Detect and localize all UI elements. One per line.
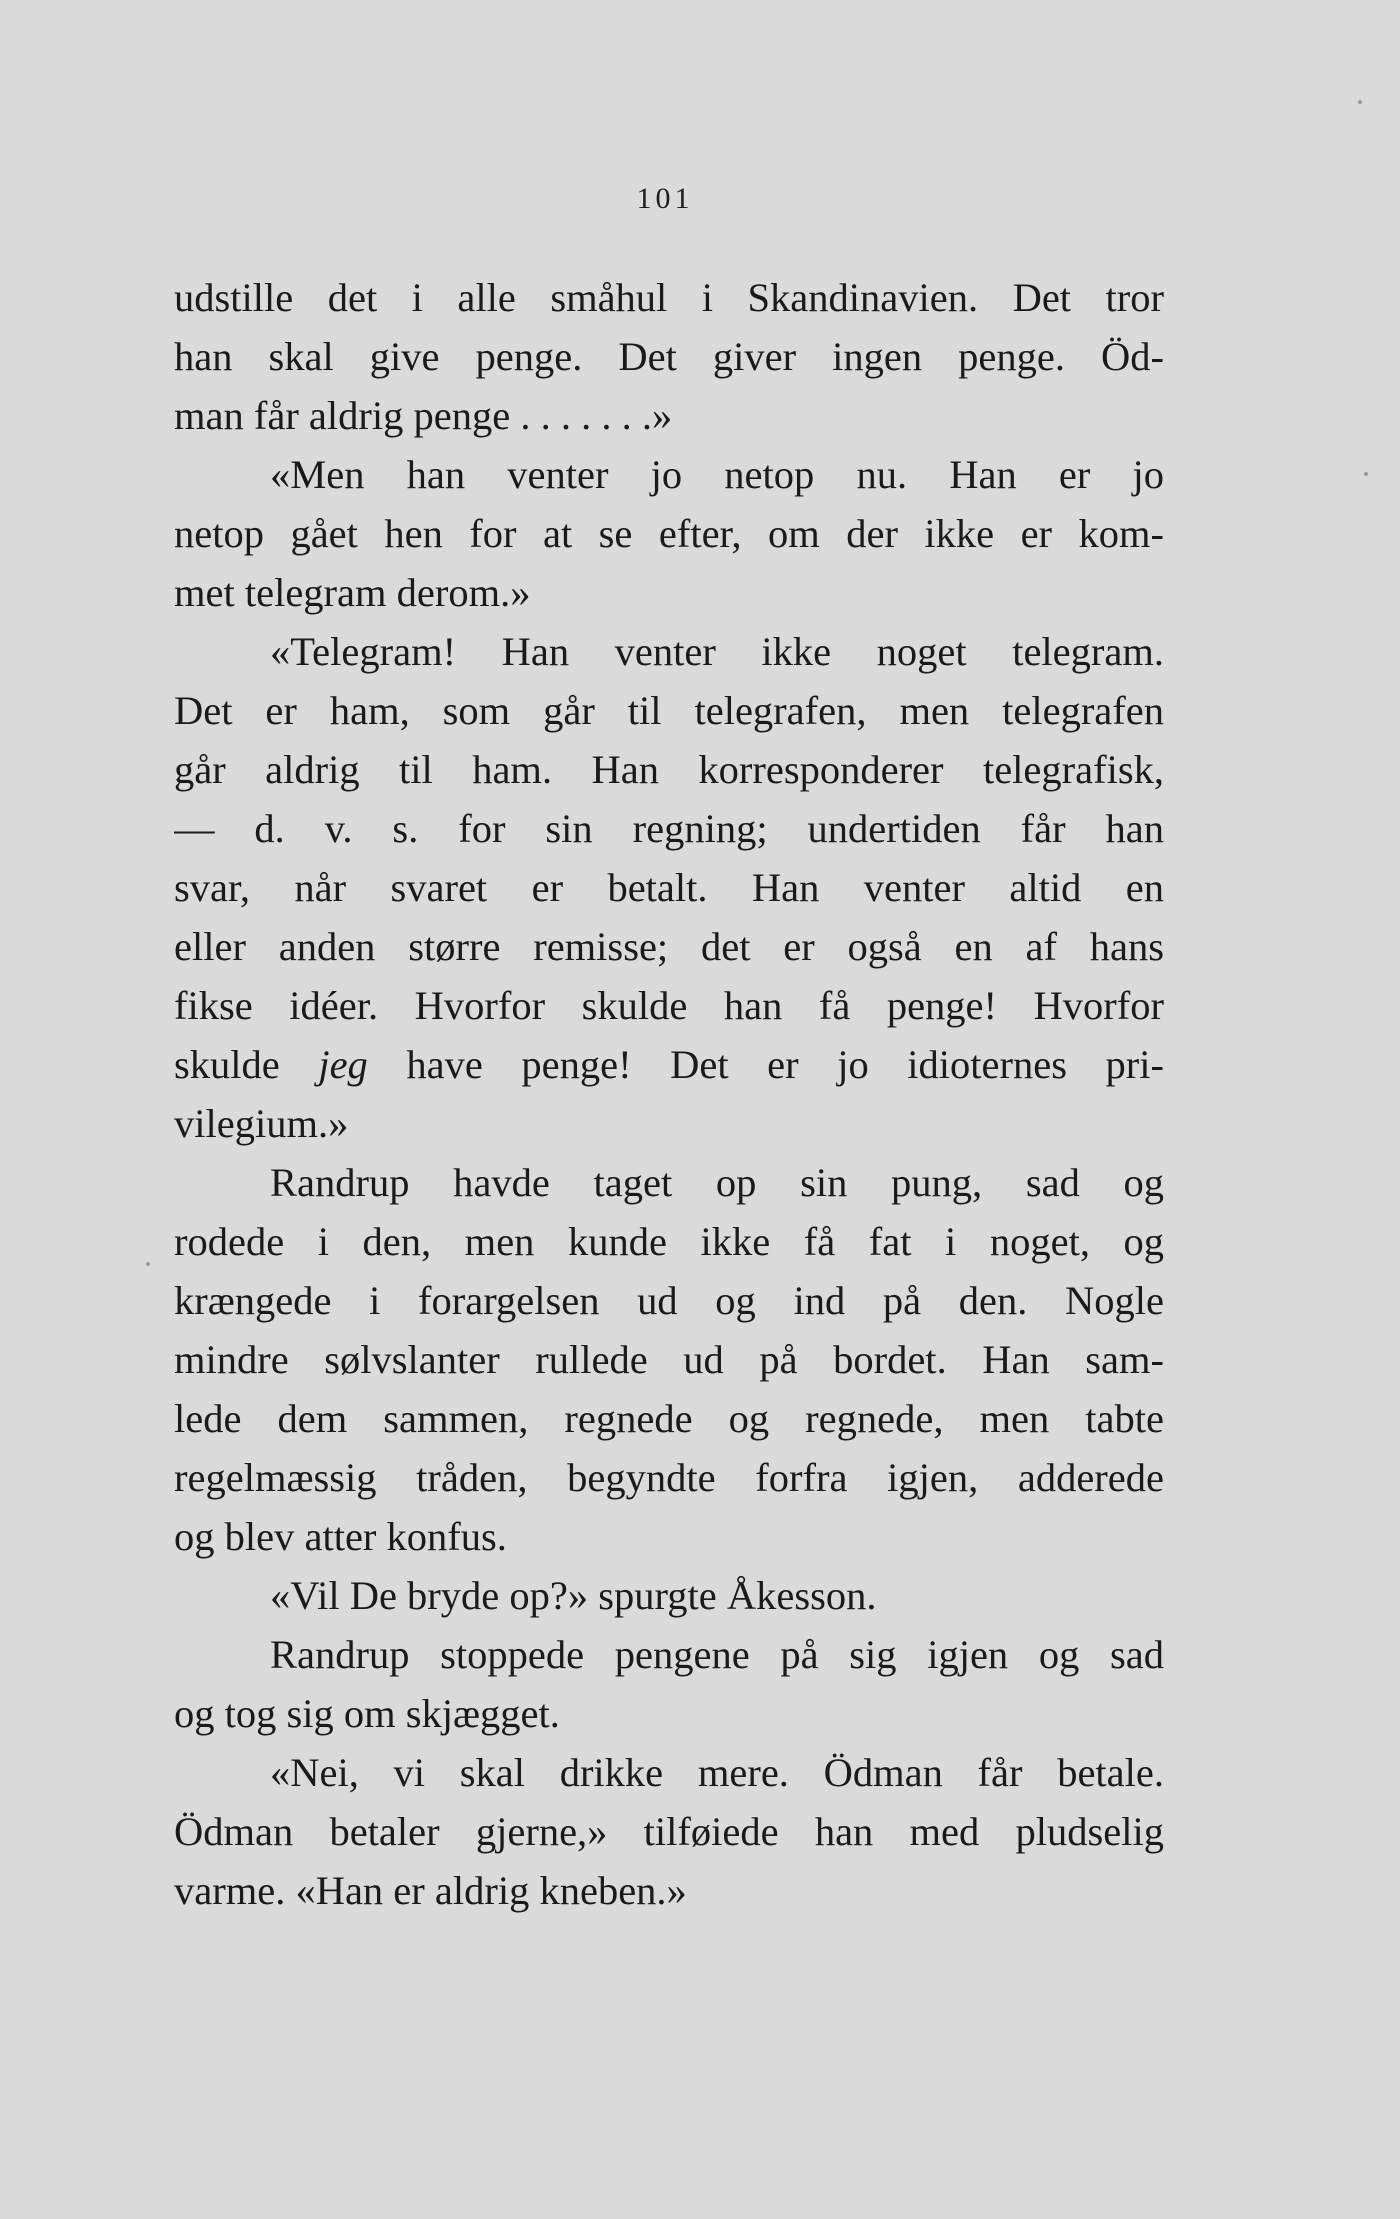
text-line: og blev atter konfus.	[174, 1514, 507, 1559]
text-line: vilegium.»	[174, 1101, 349, 1146]
text-line: met telegram derom.»	[174, 570, 531, 615]
text-line: og tog sig om skjægget.	[174, 1691, 560, 1736]
text-line: netop gået hen for at se efter, om der ikke er kom-	[174, 511, 1164, 556]
paper-speck	[1364, 472, 1368, 476]
text-line: varme. «Han er aldrig kneben.»	[174, 1868, 687, 1913]
text-line: lede dem sammen, regnede og regnede, men tabte	[174, 1396, 1164, 1441]
page-number: 101	[636, 182, 694, 215]
paper-speck	[146, 1262, 150, 1266]
text-line: regelmæssig tråden, begyndte forfra igjen, adderede	[174, 1455, 1164, 1500]
text-line: går aldrig til ham. Han korresponderer telegrafisk,	[174, 747, 1164, 792]
body-text	[174, 268, 1164, 1920]
text-line: fikse idéer. Hvorfor skulde han få penge! Hvorfor	[174, 983, 1164, 1028]
text-line: Randrup stoppede pengene på sig igjen og sad	[270, 1632, 1164, 1677]
text-line: krængede i forargelsen ud og ind på den. Nogle	[174, 1278, 1164, 1323]
text-line: Det er ham, som går til telegrafen, men telegrafen	[174, 688, 1164, 733]
emphasis: jeg	[318, 1042, 368, 1087]
text-line: udstille det i alle småhul i Skandinavien. Det tror	[174, 275, 1164, 320]
text-line: «Men han venter jo netop nu. Han er jo	[270, 452, 1164, 497]
paper-speck	[1358, 100, 1362, 104]
text-line: man får aldrig penge . . . . . . .»	[174, 393, 673, 438]
text-line: — d. v. s. for sin regning; undertiden får han	[174, 806, 1164, 851]
text-line: Randrup havde taget op sin pung, sad og	[270, 1160, 1164, 1205]
text-line: rodede i den, men kunde ikke få fat i noget, og	[174, 1219, 1164, 1264]
text-line: han skal give penge. Det giver ingen penge. Öd-	[174, 334, 1164, 379]
text-line: «Telegram! Han venter ikke noget telegram.	[270, 629, 1164, 674]
text-line: svar, når svaret er betalt. Han venter altid en	[174, 865, 1164, 910]
text-line: eller anden større remisse; det er også en af hans	[174, 924, 1164, 969]
text-line: Ödman betaler gjerne,» tilføiede han med pludselig	[174, 1809, 1164, 1854]
text-line: mindre sølvslanter rullede ud på bordet. Han sam-	[174, 1337, 1164, 1382]
text-line: «Vil De bryde op?» spurgte Åkesson.	[270, 1573, 877, 1618]
text-line: «Nei, vi skal drikke mere. Ödman får betale.	[270, 1750, 1164, 1795]
text-line: skulde jeg have penge! Det er jo idioternes pri-	[174, 1042, 1164, 1087]
